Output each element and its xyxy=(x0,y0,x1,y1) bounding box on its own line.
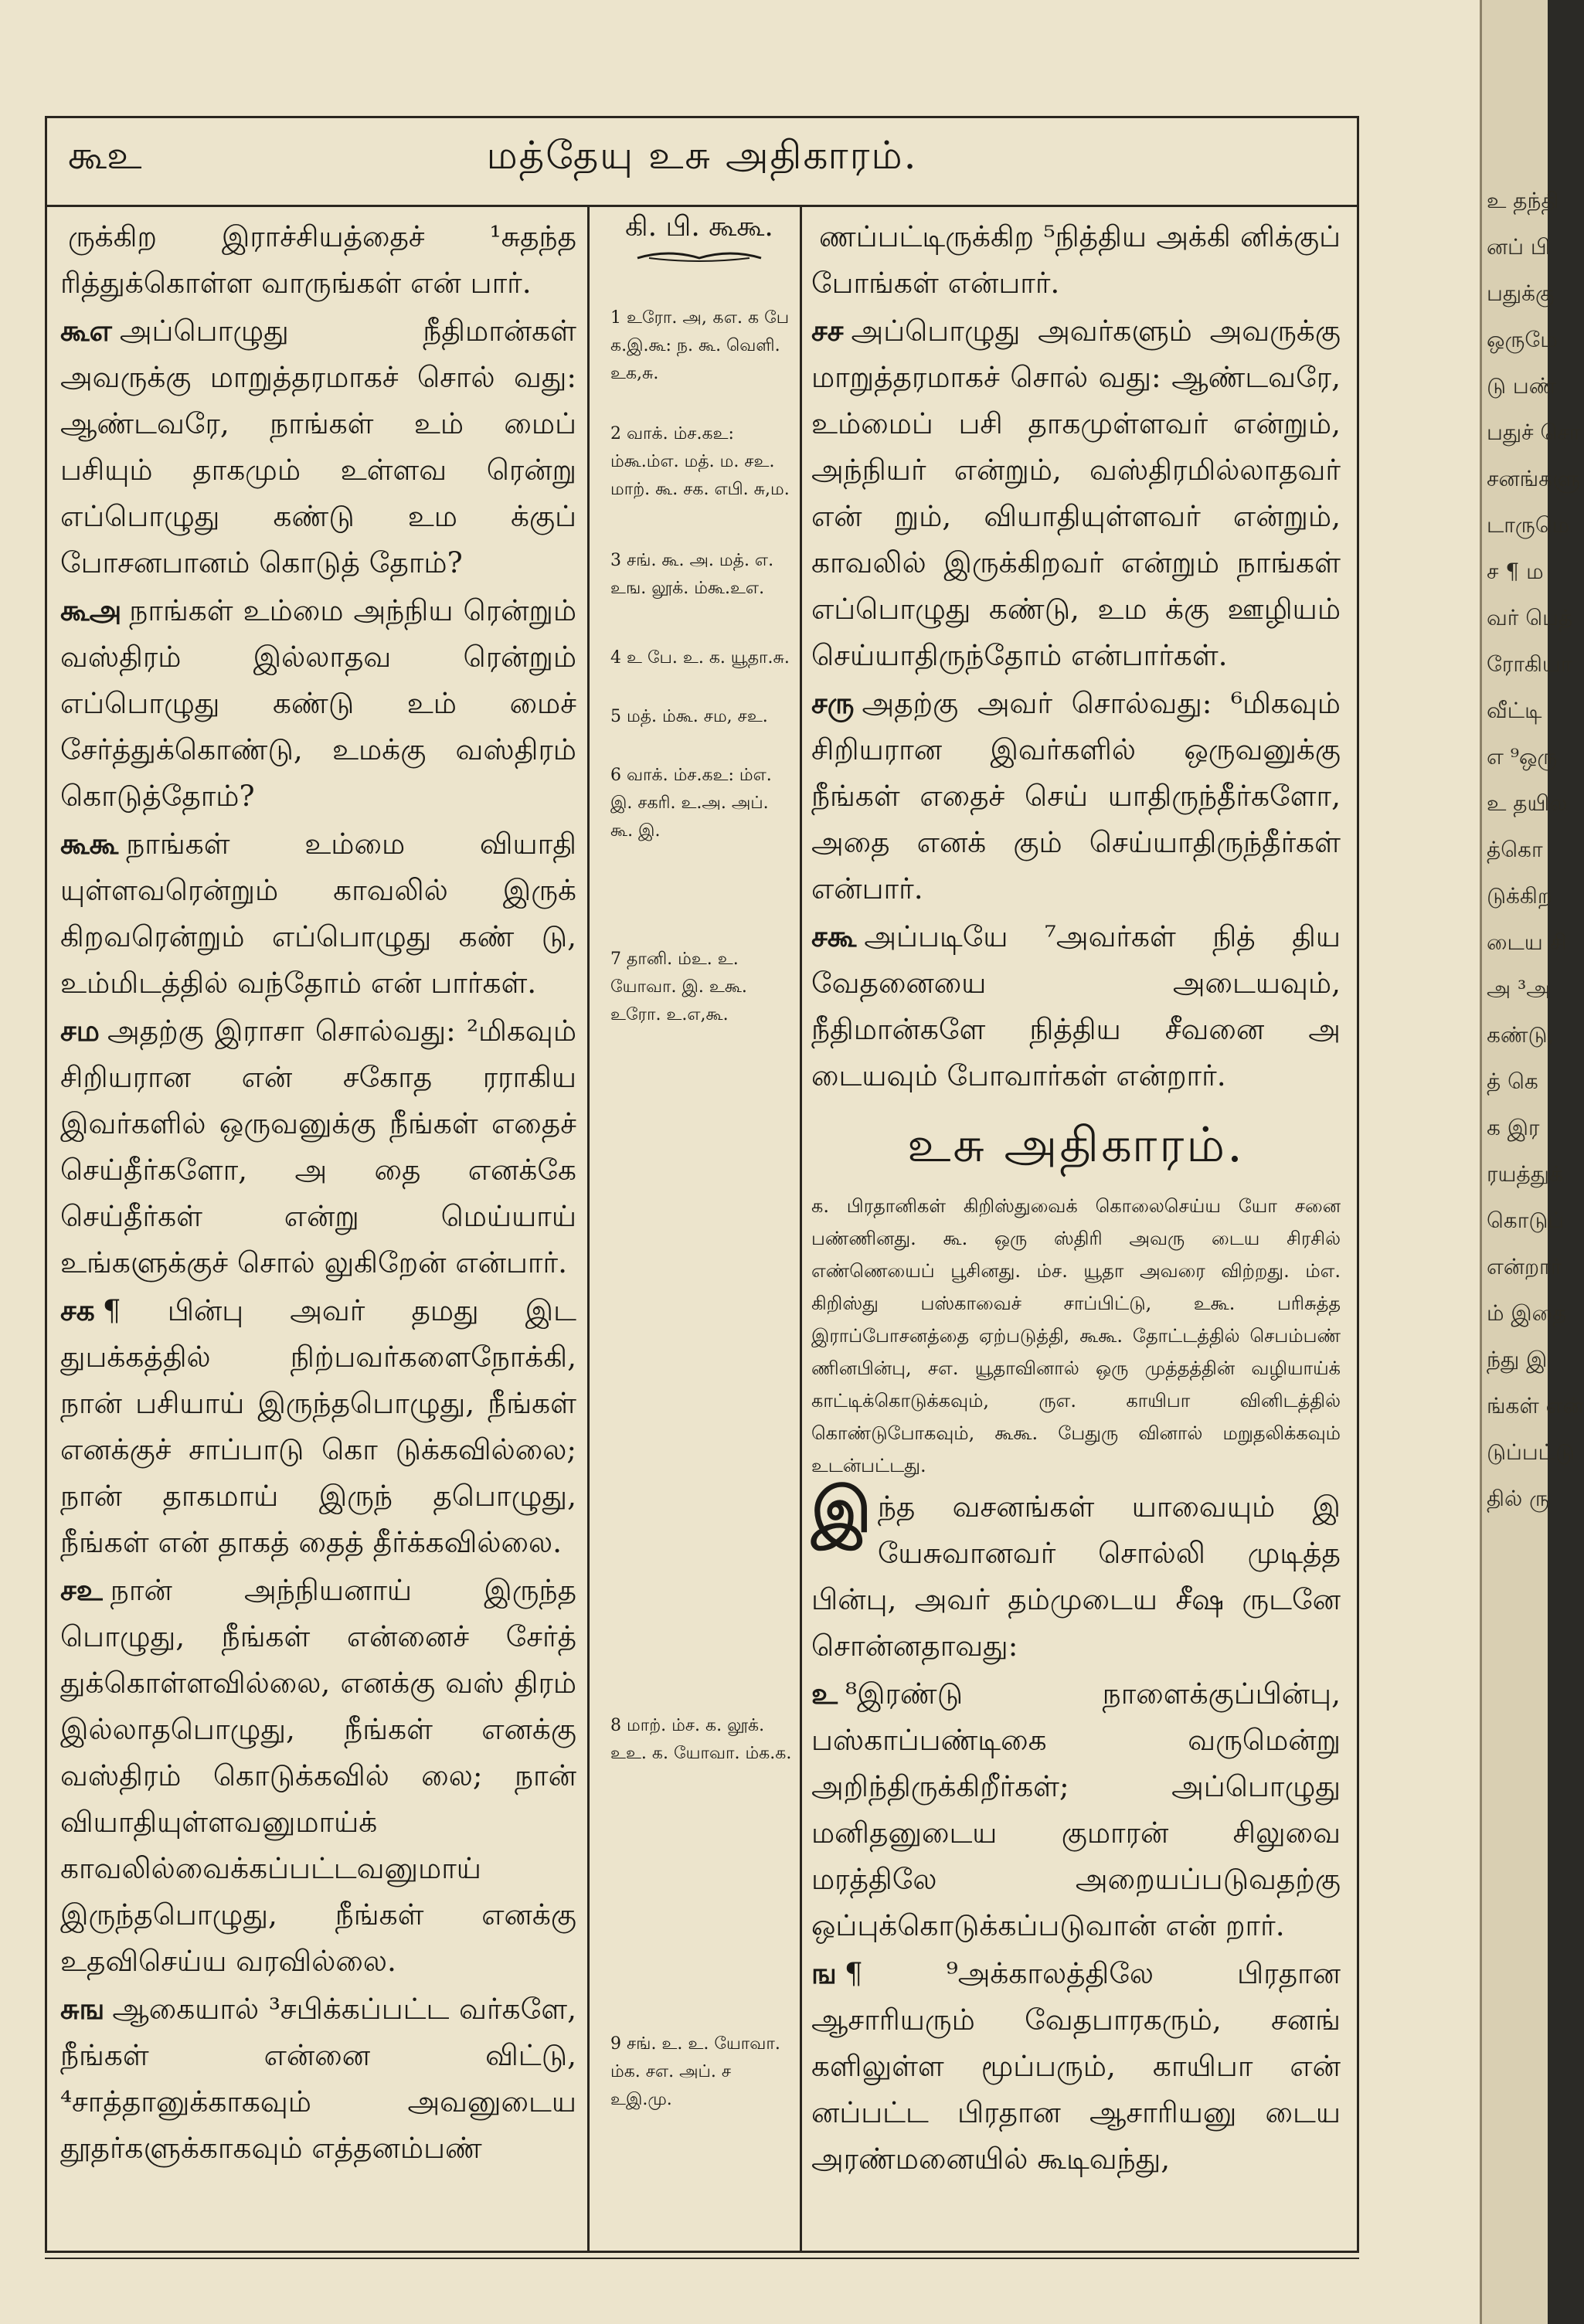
adjacent-page-edge xyxy=(1480,0,1584,2324)
verse-text: அப்பொழுது நீதிமான்கள் அவருக்கு மாறுத்தரமாகச் சொல் வது: ஆண்டவரே, நாங்கள் உம் மைப் பசியும் தாகமும் உள்ளவ ரென்று எப்பொழுது கண்டு உம க்குப் போசனபானம் கொடுத் தோம்? xyxy=(60,314,576,579)
cross-reference: 7 தானி. ம்உ. உ. யோவா. இ. உகூ. உரோ. உ.எ,கூ. xyxy=(610,950,747,1024)
ornament-flourish-icon xyxy=(634,247,765,266)
opening-text: ந்த வசனங்கள் யாவையும் இ யேசுவானவர் சொல்லி முடித்த பின்பு, அவர் தம்முடைய சீஷ ருடனே சொன்னதாவது: xyxy=(811,1490,1341,1663)
adjacent-page-line: ரயத்துக் xyxy=(1487,1161,1563,1187)
verse-text: அதற்கு இராசா சொல்வது: ²மிகவும் சிறியரான என் சகோத ரராகிய இவர்களில் ஒருவனுக்கு நீங்கள் எதைச் செய்தீர்களோ, அ தை எனக்கே செய்தீர்கள் என்று மெய்யாய் உங்களுக்குச் சொல் லுகிறேன் என்பார். xyxy=(60,1014,576,1279)
adjacent-page-line: டாருமெ xyxy=(1487,512,1570,538)
chapter-opening xyxy=(811,1473,1341,1669)
adjacent-page-line: எ ⁹ஒரு xyxy=(1487,744,1558,770)
adjacent-page-line: ந்து இ xyxy=(1487,1347,1548,1372)
verse xyxy=(60,1287,576,1565)
adjacent-page-line: னப் பி xyxy=(1487,234,1551,260)
verse xyxy=(811,1670,1341,1949)
verse xyxy=(811,213,1341,306)
verse-number: சக xyxy=(60,1293,95,1327)
left-text-column xyxy=(60,213,576,2173)
right-text-column xyxy=(811,213,1341,2183)
verse-number: சச xyxy=(811,314,844,348)
verse-text: அதற்கு அவர் சொல்வது: ⁶மிகவும் சிறியரான இவர்களில் ஒருவனுக்கு நீங்கள் எதைச் செய் யாதிருந்தீர்களோ, அதை எனக் கும் செய்யாதிருந்தீர்கள் என்பார். xyxy=(811,686,1341,905)
verse-text: நாங்கள் உம்மை வியாதி யுள்ளவரென்றும் காவலில் இருக் கிறவரென்றும் எப்பொழுது கண் டு, உம்மிடத்தில் வந்தோம் என் பார்கள். xyxy=(60,827,576,1000)
verse-text: அப்படியே ⁷அவர்கள் நித் திய வேதனையை அடையவும், நீதிமான்களே நித்திய சீவனை அ டையவும் போவார்கள் என்றார். xyxy=(811,919,1341,1092)
cross-reference: 5 மத். ம்கூ. சம, சஉ. xyxy=(610,707,768,726)
verse xyxy=(60,213,576,306)
adjacent-page-line: சனங்களு xyxy=(1487,466,1581,491)
verse xyxy=(60,821,576,1006)
verse-text: ¶ பின்பு அவர் தமது இட துபக்கத்தில் நிற்பவர்களைநோக்கி, நான் பசியாய் இருந்தபொழுது, நீங்கள் எனக்குச் சாப்பாடு கொ டுக்கவில்லை; நான் தாகமாய் இருந் தபொழுது, நீங்கள் என் தாகத் தைத் தீர்க்கவில்லை. xyxy=(60,1293,576,1559)
adjacent-page-line: உ தந்தி xyxy=(1487,188,1559,213)
adjacent-page-line: வீட்டி xyxy=(1487,698,1542,723)
verse-text: அப்பொழுது அவர்களும் அவருக்கு மாறுத்தரமாகச் சொல் வது: ஆண்டவரே, உம்மைப் பசி தாகமுள்ளவர் என்றும், அந்நியர் என்றும், வஸ்திரமில்லாதவர் என் றும், வியாதியுள்ளவர் என்றும், காவலில் இருக்கிறவர் என்றும் நாங்கள் எப்பொழுது கண்டு, உம க்கு ஊழியம் செய்யாதிருந்தோம் என்பார்கள். xyxy=(811,314,1341,672)
verse xyxy=(811,1950,1341,2182)
adjacent-page-line: வர் பெத் xyxy=(1487,605,1573,630)
verse-number: சம xyxy=(60,1014,100,1048)
drop-cap: இ xyxy=(811,1473,872,1546)
cross-reference: 8 மாற். ம்ச. க. லூக். உஉ. க. யோவா. ம்க.க. xyxy=(610,1716,792,1763)
verse xyxy=(60,1007,576,1286)
adjacent-page-line: க இர xyxy=(1487,1115,1540,1140)
era-heading: கி. பி. கூகூ. xyxy=(625,211,773,243)
column-divider-right xyxy=(800,207,802,2253)
adjacent-page-line: தில் ரு xyxy=(1487,1486,1550,1511)
adjacent-page-line: ரோகியா xyxy=(1487,651,1572,677)
adjacent-page-line: என்றார் xyxy=(1487,1254,1562,1279)
verse xyxy=(60,587,576,819)
adjacent-page-line: டைய சி xyxy=(1487,929,1567,955)
verse-text: ஆகையால் ³சபிக்கப்பட்ட வர்களே, நீங்கள் என்னை விட்டு, ⁴சாத்தானுக்காகவும் அவனுடைய தூதர்களுக்காகவும் எத்தனம்பண் xyxy=(60,1992,576,2165)
cross-reference: 3 சங். கூ. அ. மத். எ. உங. லூக். ம்கூ.உஎ. xyxy=(610,551,774,598)
verse-text: நான் அந்நியனாய் இருந்த பொழுது, நீங்கள் என்னைச் சேர்த் துக்கொள்ளவில்லை, எனக்கு வஸ் திரம் இல்லாதபொழுது, நீங்கள் எனக்கு வஸ்திரம் கொடுக்கவில் லை; நான் வியாதியுள்ளவனுமாய்க் காவலில்வைக்கப்பட்டவனுமாய் இருந்தபொழுது, நீங்கள் எனக்கு உதவிசெய்ய வரவில்லை. xyxy=(60,1573,576,1978)
verse xyxy=(811,307,1341,678)
verse xyxy=(811,913,1341,1099)
verse-text: ⁸இரண்டு நாளைக்குப்பின்பு, பஸ்காப்பண்டிகை வருமென்று அறிந்திருக்கிறீர்கள்; அப்பொழுது மனிதனுடைய குமாரன் சிலுவை மரத்திலே அறையப்படுவதற்கு ஒப்புக்கொடுக்கப்படுவான் என் றார். xyxy=(811,1677,1341,1942)
verse-number: ங xyxy=(811,1956,837,1990)
adjacent-page-text xyxy=(1487,178,1584,1522)
adjacent-page-line: டுப்பட்டு xyxy=(1487,1439,1575,1465)
verse-number: உ xyxy=(811,1677,838,1711)
chapter-summary: க. பிரதானிகள் கிறிஸ்துவைக் கொலைசெய்ய யோ சனை பண்ணினது. கூ. ஒரு ஸ்திரி அவரு டைய சிரசில் எண்ணெயைப் பூசினது. ம்ச. யூதா அவரை விற்றது. ம்எ. கிறிஸ்து பஸ்காவைச் சாப்பிட்டு, உகூ. பரிசுத்த இராப்போசனத்தை ஏற்படுத்தி, கூகூ. தோட்டத்தில் செபம்பண் ணினபின்பு, சஎ. யூதாவினால் ஒரு முத்தத்தின் வழியாய்க் காட்டிக்கொடுக்கவும், ருஎ. காயிபா வினிடத்தில் கொண்டுபோகவும், கூகூ. பேதுரு வினால் மறுதலிக்கவும் உடன்பட்டது. xyxy=(811,1195,1341,1476)
verse xyxy=(60,1567,576,1984)
verse-number: கூஅ xyxy=(60,593,122,627)
adjacent-page-line: பதுக்கு xyxy=(1487,280,1555,306)
adjacent-page-line: கண்டு, xyxy=(1487,1022,1555,1048)
adjacent-page-line: அ ³அ xyxy=(1487,976,1551,1001)
cross-reference-column xyxy=(603,211,796,2109)
adjacent-page-line: டு பண் xyxy=(1487,373,1557,399)
column-divider-left xyxy=(587,207,590,2253)
adjacent-page-line: ச ¶ ம xyxy=(1487,559,1544,584)
cross-reference: 2 வாக். ம்ச.கஉ: ம்கூ.ம்எ. மத். ம. சஉ. மாற். கூ. சக. எபி. சு,ம. xyxy=(610,424,790,499)
chapter-title: உசு அதிகாரம். xyxy=(907,1116,1245,1173)
verse-number: கூகூ xyxy=(60,827,119,861)
bottom-double-rule xyxy=(45,2258,1359,2259)
verse xyxy=(60,307,576,586)
cross-reference: 1 உரோ. அ, ௧எ. க பே க.இ.கூ: ந. கூ. வெளி. உக,சு. xyxy=(610,308,790,383)
verse-text: ருக்கிற இராச்சியத்தைச் ¹சுதந்த ரித்துக்கொள்ள வாருங்கள் என் பார். xyxy=(60,219,576,300)
verse-number: சஉ xyxy=(60,1573,103,1607)
adjacent-page-line: த் கெ xyxy=(1487,1069,1538,1094)
verse-number: சரு xyxy=(811,686,855,720)
cross-reference: 6 வாக். ம்ச.கஉ: ம்எ. இ. சகரி. உ.அ. அப். கூ. இ. xyxy=(610,766,772,841)
verse-number: சகூ xyxy=(811,919,857,953)
adjacent-page-line: பதுச் சொ xyxy=(1487,420,1581,445)
verse-number: கூஎ xyxy=(60,314,112,348)
verse-text: ¶ ⁹அக்காலத்திலே பிரதான ஆசாரியரும் வேதபாரகரும், சனங் களிலுள்ள மூப்பரும், காயிபா என் னப்பட்ட பிரதான ஆசாரியனு டைய அரண்மனையில் கூடிவந்து, xyxy=(811,1956,1341,2176)
verse xyxy=(60,1986,576,2171)
adjacent-page-line: ம் இதை xyxy=(1487,1300,1567,1326)
adjacent-page-line: கொடுப் xyxy=(1487,1208,1565,1233)
adjacent-page-line: ங்கள் என் xyxy=(1487,1393,1584,1419)
verse-number: சுங xyxy=(60,1992,105,2026)
page-header xyxy=(45,117,1359,206)
page-number: கூஉ xyxy=(68,133,142,178)
verse-text: ணப்பட்டிருக்கிற ⁵நித்திய அக்கி னிக்குப் போங்கள் என்பார். xyxy=(811,219,1341,300)
adjacent-page-line: ஒருமே xyxy=(1487,327,1558,352)
adjacent-page-line: டுக்கிற xyxy=(1487,883,1552,909)
verse xyxy=(811,680,1341,912)
header-rule xyxy=(45,205,1359,207)
running-title: மத்தேயு உசு அதிகாரம். xyxy=(486,133,918,178)
cross-reference: 9 சங். உ. உ. யோவா. ம்க. சஎ. அப். ச உஇ.மு. xyxy=(610,2034,780,2109)
adjacent-page-line: உ தயில xyxy=(1487,790,1568,816)
cross-reference: 4 உ பே. உ. க. யூதா.சு. xyxy=(610,648,790,668)
verse-text: நாங்கள் உம்மை அந்நிய ரென்றும் வஸ்திரம் இல்லாதவ ரென்றும் எப்பொழுது கண்டு உம் மைச் சேர்த்துக்கொண்டு, உமக்கு வஸ்திரம் கொடுத்தோம்? xyxy=(60,593,576,813)
adjacent-page-line: த்கொ xyxy=(1487,837,1543,862)
